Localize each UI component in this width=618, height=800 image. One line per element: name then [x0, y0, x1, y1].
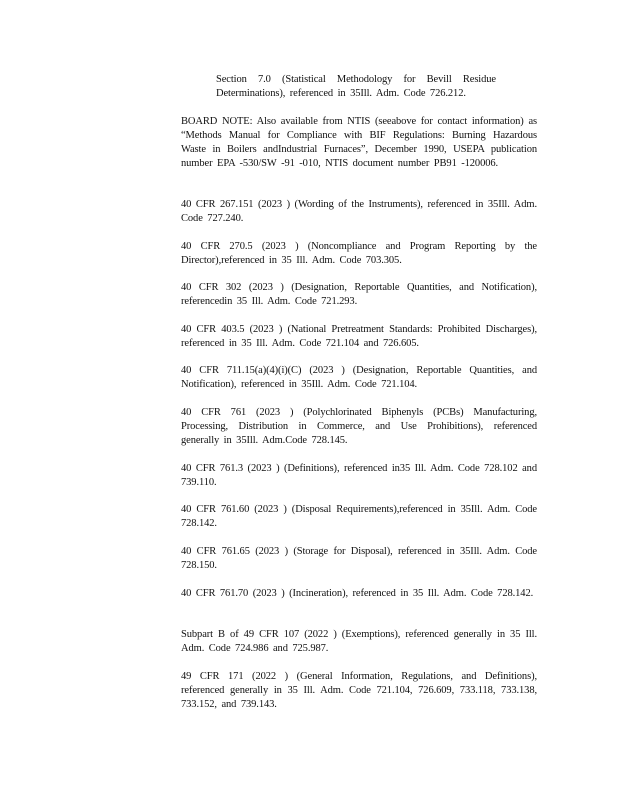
paragraph-40cfr-761-65: 40 CFR 761.65 (2023 ) (Storage for Disposal), referenced in 35Ill. Adm. Code 728.150. [181, 546, 537, 571]
paragraph-40cfr-761: 40 CFR 761 (2023 ) (Polychlorinated Biphenyls (PCBs) Manufacturing, Processing, Distribution in Commerce, and Use Prohibitions), referenced generally in 35Ill. Adm.Code 728.145. [181, 407, 537, 446]
paragraph-40cfr-302: 40 CFR 302 (2023 ) (Designation, Reportable Quantities, and Notification), referencedin 35 Ill. Adm. Code 721.293. [181, 282, 537, 307]
paragraph-40cfr-711-15: 40 CFR 711.15(a)(4)(i)(C) (2023 ) (Designation, Reportable Quantities, and Notification), referenced in 35Ill. Adm. Code 721.104. [181, 365, 537, 390]
paragraph-40cfr-267-151: 40 CFR 267.151 (2023 ) (Wording of the Instruments), referenced in 35Ill. Adm. Code 727.240. [181, 199, 537, 224]
paragraph-49cfr-107: Subpart B of 49 CFR 107 (2022 ) (Exemptions), referenced generally in 35 Ill. Adm. Code 724.986 and 725.987. [181, 629, 537, 654]
paragraph-40cfr-761-70: 40 CFR 761.70 (2023 ) (Incineration), referenced in 35 Ill. Adm. Code 728.142. [181, 588, 534, 599]
paragraph-40cfr-761-60: 40 CFR 761.60 (2023 ) (Disposal Requirements),referenced in 35Ill. Adm. Code 728.142. [181, 504, 537, 529]
paragraph-board-note: BOARD NOTE: Also available from NTIS (seeabove for contact information) as “Methods Manual for Compliance with BIF Regulations: Burning Hazardous Waste in Boilers andIndustrial Furnaces”, December 1990, USEPA publication number EPA -530/SW -91 -010, NTIS document number PB91 -120006. [181, 116, 537, 169]
paragraph-49cfr-171: 49 CFR 171 (2022 ) (General Information, Regulations, and Definitions), referenced generally in 35 Ill. Adm. Code 721.104, 726.609, 733.118, 733.138, 733.152, and 739.143. [181, 671, 537, 710]
paragraph-40cfr-761-3: 40 CFR 761.3 (2023 ) (Definitions), referenced in35 Ill. Adm. Code 728.102 and 739.110. [181, 463, 537, 488]
paragraph-40cfr-270-5: 40 CFR 270.5 (2023 ) (Noncompliance and Program Reporting by the Director),referenced in 35 Ill. Adm. Code 703.305. [181, 241, 537, 266]
paragraph-section-7: Section 7.0 (Statistical Methodology for Bevill Residue Determinations), referenced in 35Ill. Adm. Code 726.212. [216, 74, 496, 99]
paragraph-40cfr-403-5: 40 CFR 403.5 (2023 ) (National Pretreatment Standards: Prohibited Discharges), referenced in 35 Ill. Adm. Code 721.104 and 726.605. [181, 324, 537, 349]
